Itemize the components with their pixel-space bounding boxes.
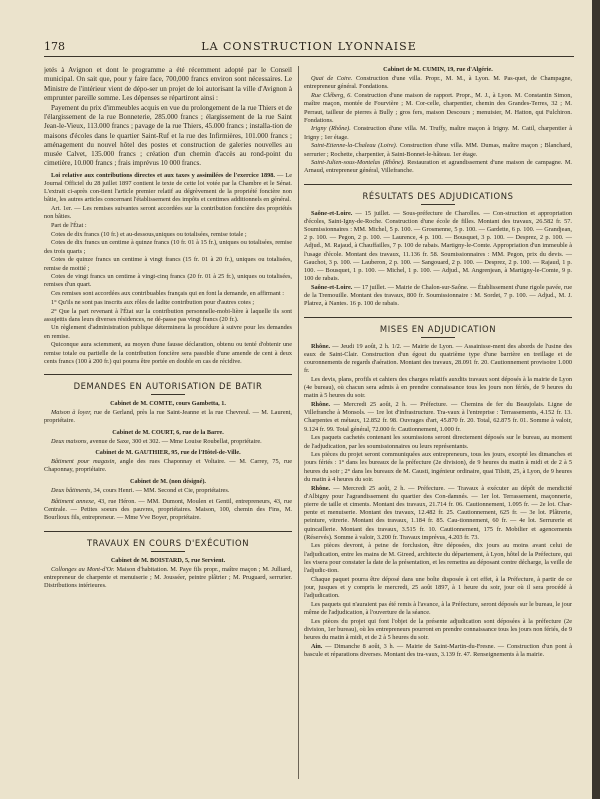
entry-text: — Dimanche 8 août, 3 h. — Mairie de Saint-Martin-du-Fresne. — Construction d'un pont à bascule et réparations diverses. Montant des tra-vaux, 3.139 fr. 47. Renseignements à la mairie. (304, 642, 572, 659)
entry-lead: Collonges au Mont-d'Or. (51, 565, 115, 573)
section-rule (421, 204, 455, 205)
cabinet-heading: Cabinet de M. CUMIN, 19, rue d'Algérie. (383, 66, 493, 73)
entry-lead: Rhône. (311, 484, 331, 492)
law-paragraph: Quiconque aura sciemment, au moyen d'une fausse déclaration, obtenu ou tenté d'obtenir une remise totale ou partielle de la contribution foncière sera passible d'une amende de cent à deux cents francs (100 à 200 fr.) qui pourra être portée en double en cas de récidive. (44, 341, 292, 365)
section-heading-mises (304, 317, 572, 338)
entry-text: — 17 juillet. — Mairie de Chalon-sur-Saône. — Établissement d'une rigole pavée, rue de la Tremouille. Montant des travaux, 800 fr. Soumissionnaire : M. Sordet, 7 p. 100. — Adjud., M. J. Platrez, à Nantes. 16 p. 100 de rabais. (304, 283, 572, 308)
law-paragraph: 2° Que la part revenant à l'État sur la contribution personnelle-mobi-lière à laquelle ils sont assujettis dans leurs diverses résidences, ne dé-passe pas vingt francs (20 fr.). (44, 307, 292, 323)
section-heading-adjudications (304, 184, 572, 205)
law-title: Loi relative aux contributions directes et aux taxes y assimilées de l'exercice 1898. (51, 171, 275, 179)
works-entry (304, 142, 572, 158)
cabinet-heading: Cabinet de M. BOISTARD, 5, rue Servient. (110, 556, 226, 564)
entry-text: Construction d'une maison de rapport. Propr., M. J., à Lyon. M. Constantin Simon, maître maçon, montée de Fourvière ; M. Cor-celle, charpentier, chemin des Grandes-Terres, 32 ; M. Perraut, tailleur de pierres à Bully ; gros fers, maison Descours ; menuisier, M. Hatton, qui Fulchiron. Fondations. (304, 92, 572, 124)
adjudication-result (304, 210, 572, 284)
entry-text: 34, cours Henri. — MM. Second et Cie, propriétaires. (93, 486, 230, 494)
adjudication-notice: Les pièces du projet qui font l'objet de la présente adjudication sont déposées à la préfecture (2e division, 1er bureau), où les entrepreneurs pourront en prendre connaissance tous les jours non fériés, de 9 heures du matin à midi, et de 2 à 5 heures du soir. (304, 617, 572, 642)
adjudication-notice (304, 485, 572, 542)
section-rule (151, 551, 185, 552)
column-divider (298, 66, 299, 779)
entry-text: — Jeudi 19 août, 2 h. 1/2. — Mairie de Lyon. — Assainisse-ment des abords de l'usine des eaux de Saint-Clair. Construction d'un égout du quatrième type d'une barrière en treillage et de couronnements de regards d'aération. Montant des travaux, 28.091 fr. 20. Cautionnement provisoire 1.000 fr. (304, 342, 572, 375)
adjudication-notice (304, 401, 572, 434)
entry-text: — 15 juillet. — Sous-préfecture de Charolles. — Con-struction et appropriation d'écoles, Saint-Igny-de-Roche. Construction d'une école de filles. Montant des travaux, 26.582 fr. 57. Soumissionnaires : MM. Michel, 5 p. 100. — Grosmenne, 5 p. 100. — Gardette, 6 p. 100. — Grandjean, 2 p. 100. — Pegon, 2 p. 100. — Laurence, 4 p. 100. — Bousquet, 3 p. 100. — Desprez, 2 p. 100. — Adjud., M. Rajaud, à Chauffailles, 7 p. 100 de rabais. Martigny-le-Comte. Appropriation d'un immeuble à l'usage d'école. Montant des travaux, 11.136 fr. 58. Soumissionnaires : MM. Pegon, prix du devis. — Gauchot, 3 p. 100. — Lauberon, 2 p. 100. — Sangouard, 2 p. 100. — Desprez, 2 p. 100. — Rajaud, 1 p. 100. — Bousquet, 1 p. 100. — Michel, 1 p. 100. — Adjud., M. Angrenjean, à Martigny-le-Comte, 9 p. 100 de rabais. (304, 209, 572, 283)
entry-lead: Irigny (Rhône). (311, 125, 351, 133)
entry-lead: Quai de Coire. (311, 75, 353, 83)
law-paragraph: Cotes de dix francs (10 fr.) et au-dessous,uniques ou totalisées, remise totale ; (51, 230, 247, 238)
intro-paragraph: Payement du prix d'immeubles acquis en vue du prolongement de la rue Thiers et de l'élargissement de la rue Bonneterie, 285.000 francs ; élargissement de la rue Saint Jean-le-Vieux, 113.000 francs ; pavage de la rue Thiers, 45.000 francs ; installa-tion de maisons d'écoles dans le quartier Saint-Ruf et la rue des Infirmières, 101.000 francs ; aménagement du nouvel hôtel des postes et construction de galeries nouvelles au musée Calvet, 135.000 francs ; création d'un chemin d'accès au rond-point du cimetière, 10.000 francs ; frais imprévus 10 000 francs. (44, 103, 292, 168)
section-title: TRAVAUX EN COURS D'EXÉCUTION (86, 537, 250, 548)
cabinet-heading: Cabinet de M. (non désigné). (130, 477, 206, 485)
works-entry (304, 159, 572, 175)
cabinet-heading: Cabinet de M. GAUTHIER, 95, rue de l'Hôtel-de-Ville. (95, 448, 241, 456)
entry-text: Construction d'une villa. M. Truffy, maître maçon à Irigny. M. Catil, charpentier à Irigny ; 1er étage. (304, 125, 572, 141)
section-rule (421, 337, 455, 338)
entry-text: Restauration et agrandissement d'une maison de campagne. M. Arnaud, entrepreneur général, Villefranche. (304, 159, 572, 175)
cabinet-heading: Cabinet de M. COMTE, cours Gambetta, 1. (110, 399, 226, 407)
entry-lead: Saint-Etienne-la-Chaleau (Loire). (311, 142, 398, 150)
entry-lead: Bâtiment annexe, (51, 497, 96, 505)
works-entry (304, 125, 572, 141)
journal-title: LA CONSTRUCTION LYONNAISE (201, 40, 417, 53)
entry-text: — Mercredi 25 août, 2 h. — Préfecture. — Travaux à exécuter au dépôt de mendicité d'Albigny pour l'agrandissement du quartier des Con-damnés. — 1er lot. Terrassement, maçonnerie, pierre de taille et ciments. Montant des travaux, 21.714 fr. 06. Cautionnement, 1.095 fr. — 2e lot. Char-pente et menuiserie. Montant des travaux, 12.482 fr. 25. Cautionnement, 625 fr. — 3e lot. Plâtrerie, peinture, vitrerie. Montant des travaux, 1.184 fr. 85. Cau-tionnement, 60 fr. — 4e lot. Serrurerie et quincaillerie. Montant des travaux, 3.515 fr. 10. Cautionnement, 175 fr. Mobilier et agencements (Réservés). Somme à valoir, 3.200 fr. Travaux imprévus, 4.203 fr. 73. (304, 484, 572, 541)
entry-lead: Maison à loyer, (51, 409, 92, 417)
adjudication-notice: Les pièces devront, à peine de forclusion, être déposées, dix jours au moins avant celui de l'adjudication, entre les mains de M. Gireed, architecte du département, à Lyon, hôtel de la Préfecture, qui les visera pour constater la date de la présentation, et les remettra au déposant contre décharge, la veille de l'adjudic-tion. (304, 542, 572, 575)
permit-entry (44, 487, 292, 495)
entry-lead: Deux bâtiments, (51, 486, 92, 494)
entry-text: avenue de Saxe, 300 et 302. — Mme Louise Roubellat, propriétaire. (89, 437, 262, 445)
intro-paragraph: jetés à Avignon et dont le programme a été récemment adopté par le Conseil municipal. On sait que, pour y faire face, 700,000 francs environ sont nécessaires. Le Ministre de l'intérieur vient de dépo-ser un projet de loi autorisant la ville d'Avignon à emprunter pareille somme. Les dépenses se répartiront ainsi : (44, 66, 292, 102)
section-title: RÉSULTATS DES ADJUDICATIONS (362, 190, 514, 201)
law-text: — Le Journal Officiel du 28 juillet 1897 contient le texte de cette loi votée par la Chambre et le Sénat. L'extrait ci-après con-tient l'article premier relatif au dégrèvement de la propriété foncière non bâtie, les autres articles concernant l'établissement des impôts et centimes additionnels en général. (44, 171, 292, 204)
section-heading-autorisation (44, 374, 292, 395)
law-paragraph: Ces remises sont accordées aux contribuables français qui en font la demande, en affirmant : (51, 290, 284, 298)
section-heading-travaux (44, 531, 292, 552)
entry-text: rue de Gerland, près la rue Saint-Jeanne et la rue Chevreul. — M. Laurent, propriétaire. (44, 409, 292, 425)
works-entry (44, 566, 292, 591)
entry-lead: Rue Cléberg, 6. (311, 92, 352, 100)
works-entry (304, 92, 572, 125)
entry-text: Construction d'une villa. MM. Dumas, maître maçon ; Blanchard, serrurier ; Rochette, charpentier, à Saint-Bonnet-le-hâteau. 1er étage. (304, 142, 572, 158)
right-column (304, 66, 572, 779)
law-paragraph: Cotes de vingt francs un centime à vingt-cinq francs (20 fr. 01 à 25 fr.), uniques ou totalisées, remises d'un quart. (44, 273, 292, 289)
law-paragraph: 1° Qu'ils ne sont pas inscrits aux rôles de ladite contribution pour d'autres cotes ; (51, 298, 255, 306)
entry-lead: Rhône. (311, 342, 331, 350)
section-title: MISES EN ADJUDICATION (379, 323, 497, 334)
adjudication-notice: Les devis, plans, profils et cahiers des charges relatifs auxdits travaux sont déposés à la mairie de Lyon (4e bureau), où chacun sera admis à en prendre connaissance tous les jours non fériés, de 9 heures du matin à 5 heures du soir. (304, 375, 572, 400)
adjudication-notice (304, 343, 572, 376)
cabinet-heading: Cabinet de M. COURT, 6, rue de la Barre. (112, 428, 224, 436)
page-binding-edge (592, 0, 600, 799)
entry-text: Maison d'habitation. M. Paye fils propr., maître maçon ; M. Julliard, entrepreneur de charpente et menuiserie ; M. Jousséer, peintre plâtrier ; M. Pruguard, serrurier. Distributions intérieures. (44, 565, 292, 590)
permit-entry (44, 498, 292, 523)
adjudication-notice: Chaque paquet pourra être déposé dans une boîte disposée à cet effet, à la Préfecture, à partir de ce jour, jusques et y compris le mercredi, 25 août 1897, à 1 heure du soir, jour où il sera procédé à l'adjudication. (304, 575, 572, 600)
permit-entry (44, 409, 292, 425)
adjudication-notice: Les paquets cachetés contenant les soumissions seront directement déposés sur le bureau, au moment de l'adjudication, par les soumissionnaires ou leurs représentants. (304, 434, 572, 450)
law-paragraph: Cotes de quinze francs un centime à vingt francs (15 fr. 01 à 20 fr.), uniques ou totalisées, remise de moitié ; (44, 256, 292, 272)
entry-text: 43, rue Héron. — MM. Dumont, Moulen et Gentil, entrepreneurs, 43, rue Centrale. — Petites soeurs des pauvres, propriétaires. Maison, 100, chemin des Fins, M. Bourlioux fils, entrepreneur. — Mme Vve Boyer, propriétaire. (44, 497, 292, 522)
page-number: 178 (44, 40, 65, 53)
law-paragraph: Art. 1er. — Les remises suivantes seront accordées sur la contribution foncière des propriétés non bâties. (44, 205, 292, 221)
entry-lead: Bâtiment pour magasin, (51, 458, 117, 466)
entry-lead: Saône-et-Loire. (311, 283, 353, 291)
law-article (44, 172, 292, 205)
adjudication-notice: Les paquets qui n'auraient pas été remis à l'avance, à la Préfecture, seront déposés sur le bureau, le jour même de l'adjudication, à l'ouverture de la séance. (304, 600, 572, 617)
entry-text: — Mercredi 25 août, 2 h. — Préfecture. — Chemins de fer du Beaujolais. Ligne de Villefranche à Monsols. — 1re lot d'infrastructure. Tra-vaux à l'entreprise : Terrassements, 4.152 fr. 13. Charpentes et métaux, 12.852 fr. 98. Ouvrages d'art, 45.870 fr. 20. Total, 62.875 fr. 01. Somme à valoir, 9.124 fr. 99. Total général, 72.000 fr. Cautionnement, 1.000 fr. (304, 401, 572, 433)
law-paragraph: Un règlement d'administration publique déterminera la procédure à suivre pour les demandes en remise. (44, 324, 292, 340)
law-paragraph: Cotes de dix francs un centime à quinze francs (10 fr. 01 à 15 fr.), uniques ou totalisées, remise des trois quarts ; (44, 239, 292, 255)
adjudication-notice (304, 643, 572, 659)
entry-lead: Saint-Julien-sous-Montelas (Rhône). (311, 159, 405, 167)
adjudication-notice: Les pièces du projet seront communiquées aux entrepreneurs, tous les jours, excepté les dimanches et jours fériés : 1° dans les bureaux de la préfecture (2e division), de 9 heures du matin à midi et de 2 à 5 heures du soir ; 2° dans les bureaux de M. Causti, ingénieur ordinaire, quai Tilsitt, 25, à Lyon, de 9 heures du matin à 4 heures du soir. (304, 451, 572, 483)
law-paragraph: Part de l'État : (51, 221, 87, 229)
entry-text: angle des rues Chaponnay et Voltaire. — M. Carrey, 75, rue Chaponnay, propriétaire. (44, 458, 292, 474)
entry-text: Construction d'une villa. Propr., M. M., à Lyon. M. Pas-quet, de Champagne, entrepreneur général. Fondations. (304, 75, 572, 91)
entry-lead: Saône-et-Loire. (311, 209, 353, 217)
left-column (44, 66, 292, 779)
works-entry (304, 75, 572, 91)
section-title: DEMANDES EN AUTORISATION DE BATIR (73, 380, 263, 391)
permit-entry (44, 438, 292, 446)
adjudication-result (304, 284, 572, 309)
section-rule (151, 394, 185, 395)
entry-lead: Ain. (311, 642, 323, 650)
entry-lead: Deux maisons, (51, 437, 89, 445)
entry-lead: Rhône. (311, 401, 331, 408)
permit-entry (44, 458, 292, 474)
page-header (44, 40, 574, 57)
